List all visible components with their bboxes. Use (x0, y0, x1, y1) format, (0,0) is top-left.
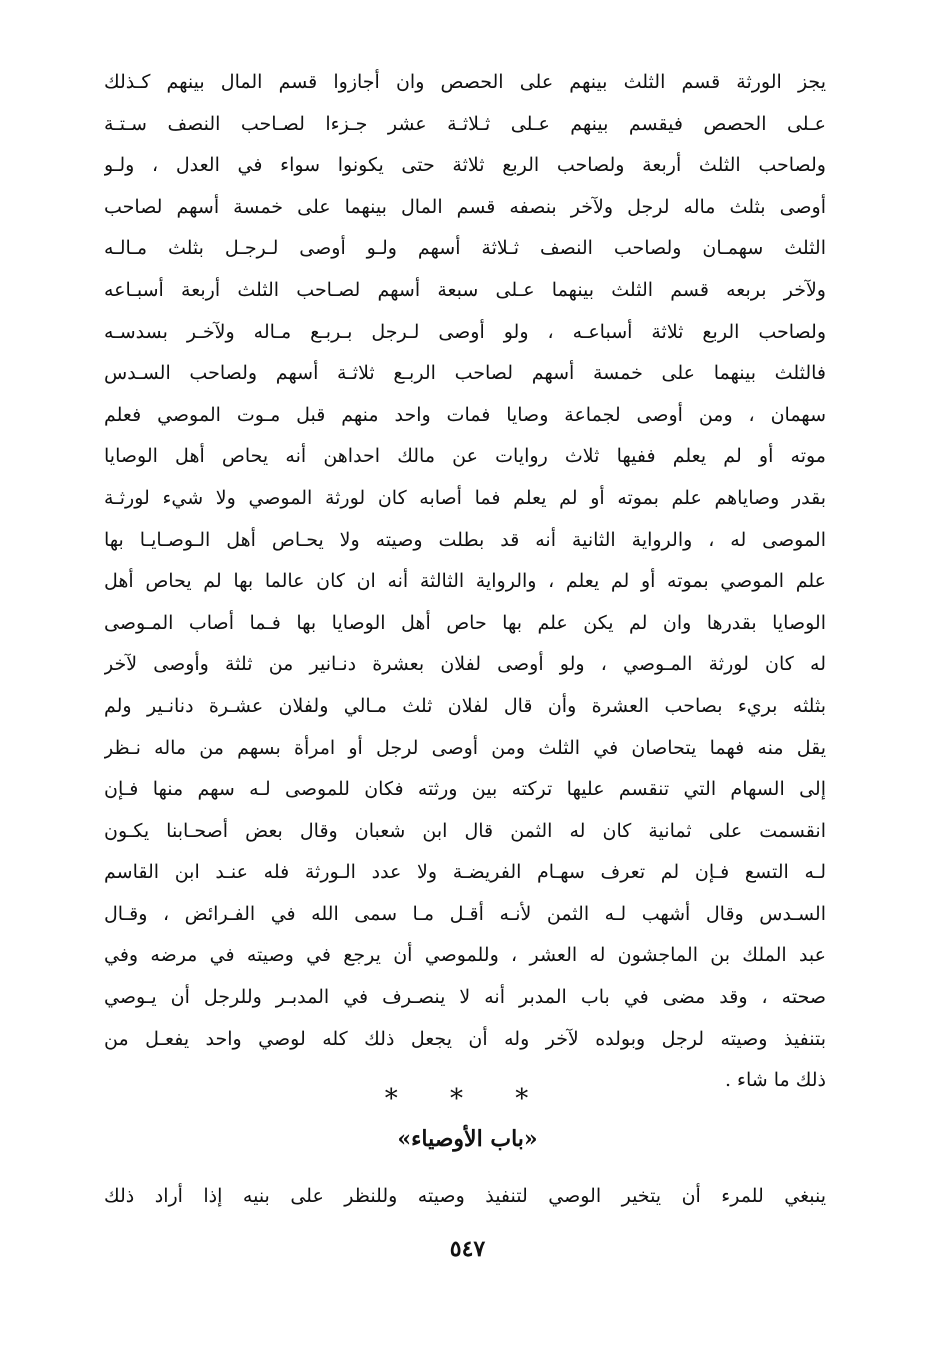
text-line: يجز الورثة قسم الثلث بينهم على الحصص وان أجازوا قسم المال بينهم كـذلك (104, 71, 826, 93)
main-text-block (104, 62, 826, 1102)
text-line: انقسمت على ثمانية كان له الثمن قال ابن شعبان وقال بعض أصحـابنا يكـون (104, 819, 826, 842)
text-line: أوصى بثلث ماله لرجل ولآخر بنصفه قسم المال بينهما على خمسة أسهم لصاحب (104, 195, 826, 218)
text-line: إلى السهام التي تنقسم عليها تركته بين ورثته فكان للموصى لـه سهم منها فـإن (104, 778, 826, 801)
text-line: الوصايا بقدرها وان لم يكن علم بها حاص أهل الوصايا بها فـما أصاب المـوصى (104, 611, 826, 634)
text-line: الثلث سهمـان ولصاحب النصف ثـلاثة أسهم ولـو أوصى لـرجـل بثلث مـالـه (104, 237, 826, 260)
text-line: ولآخر بربعه قسم الثلث بينهما عـلى سبعة أسهم لصـاحب الثلث أربعة أسبـاعه (104, 278, 826, 301)
text-line: ينبغي للمرء أن يتخير الوصي لتنفيذ وصيته وللنظر على بنيه إذا أراد ذلك (104, 1185, 826, 1207)
text-line-last: ذلك ما شاء . (724, 1069, 826, 1092)
text-line: صحته ، وقد مضى في باب المدبر أنه لا ينصـرف في المدبـر وللرجل أن يـوصي (104, 986, 826, 1009)
text-line: بتنفيذ وصيته لرجل وبولده لآخر وله أن يجعل ذلك كله لوصي واحد يفعـل من (104, 1027, 826, 1050)
text-line: سهمان ، ومن أوصى لجماعة وصايا فمات واحد منهم قبل مـوت الموصي فعلم (104, 403, 826, 426)
text-line: عبد الملك بن الماجشون له العشر ، وللموصي أن يرجع في وصيته في مرضه وفي (104, 944, 826, 967)
text-line: له كان لورثة المـوصي ، ولو أوصى لفلان بعشرة دنـانير من ثلثة وأوصى لآخر (104, 653, 826, 676)
section-heading: «باب الأوصياء» (397, 1126, 538, 1152)
text-line: بثلثه بريء بصاحب العشرة وأن قال لفلان ثلث مـالي ولفلان عشـرة دنانـير ولم (104, 694, 826, 717)
text-line: ولصاحب الربع ثلاثة أسباعـه ، ولو أوصى لـرجل بـربـع مـاله ولآخـر بسدسـه (104, 320, 826, 343)
text-line: الموصى له ، والرواية الثانية أنه قد بطلت وصيته ولا يحـاص أهل الـوصـايـا بها (104, 528, 826, 551)
text-line: السـدس وقال أشهب لـه الثمن لأنـه أقـل مـا سمى الله في الفـرائض ، وقـال (104, 902, 826, 925)
section-text-block (104, 1176, 826, 1218)
page-number: ٥٤٧ (449, 1236, 486, 1262)
text-line: موته أو لم يعلم ففيها ثلاث روايات عن مالك احداهن أنه يحاص أهل الوصايا (104, 445, 826, 468)
text-line: فالثلث بينهما على خمسة أسهم لصاحب الربـع ثلاثـة أسهم ولصاحب السـدس (104, 362, 826, 385)
text-line: يقل منه فهما يتحاصان في الثلث ومن أوصى لرجل أو امرأة بسهم من ماله نـظر (104, 736, 826, 759)
text-line: بقدر وصاياهم علم بموته أو لم يعلم فما أصابه كان لورثة الموصي ولا شيء لورثـة (104, 486, 826, 509)
text-line: لـه التسع فـإن لم تعرف سهـام الفريضـة ولا عدد الـورثة فله عنـد ابن القاسم (104, 861, 826, 884)
text-line: علم الموصي بموته أو لم يعلم ، والرواية الثالثة أنه ان كان عالما بها لم يحاص أهل (104, 570, 826, 593)
section-separator: * * * (384, 1084, 551, 1114)
text-line: ولصاحب الثلث أربعة ولصاحب الربع ثلاثة حتى يكونوا سواء في العدل ، ولـو (104, 154, 826, 177)
text-line: عـلى الحصص فيقسم بينهم عـلى ثـلاثـة عشر جـزءا لصـاحب النصف سـتـة (104, 112, 826, 135)
